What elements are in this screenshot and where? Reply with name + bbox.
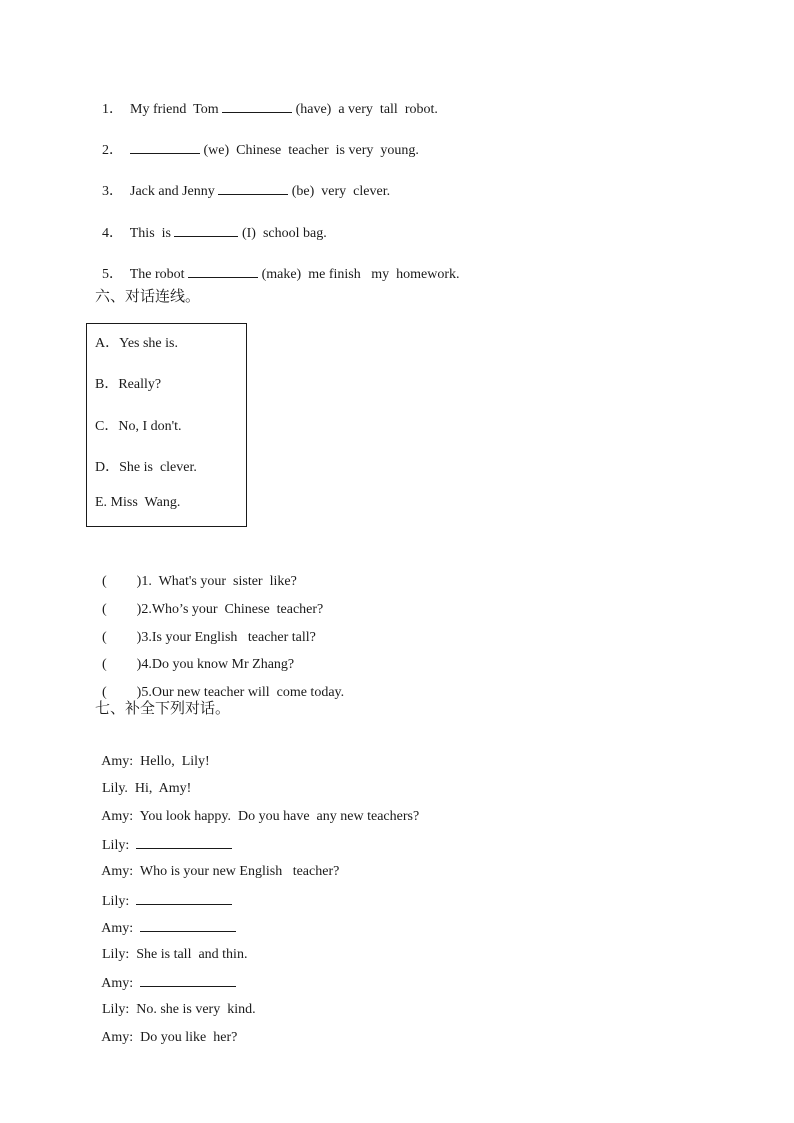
dialogue-text: You look happy. Do you have any new teachers? bbox=[139, 809, 420, 824]
item-text-after: (have) a very tall robot. bbox=[292, 102, 438, 117]
answer-blank[interactable] bbox=[188, 264, 258, 278]
dialogue-text: Hello, Lily! bbox=[140, 754, 210, 769]
section-seven-heading: 七、补全下列对话。 bbox=[95, 699, 231, 717]
item-text-before: The robot bbox=[129, 267, 189, 282]
item-number: 3． bbox=[102, 184, 123, 199]
item-text-before: This is bbox=[129, 226, 175, 241]
fill-in-item bbox=[95, 163, 390, 201]
option-a: A．Yes she is. bbox=[95, 336, 178, 351]
speaker: Amy: bbox=[101, 1030, 134, 1045]
answer-blank[interactable] bbox=[130, 140, 200, 154]
answer-blank[interactable] bbox=[222, 99, 292, 113]
option-c: C．No, I don't. bbox=[95, 419, 182, 434]
item-number: 4． bbox=[102, 226, 123, 241]
answer-paren[interactable]: ( bbox=[102, 574, 107, 589]
option-d: D．She is clever. bbox=[95, 460, 197, 475]
speaker: Amy: bbox=[101, 921, 134, 936]
item-text-after: (I) school bag. bbox=[238, 226, 327, 241]
dialogue-text: Hi, Amy! bbox=[134, 781, 192, 796]
item-number: 1． bbox=[102, 102, 123, 117]
speaker: Lily: bbox=[102, 1002, 130, 1017]
speaker: Amy: bbox=[101, 809, 134, 824]
fill-in-item bbox=[95, 122, 419, 160]
item-text-before: Jack and Jenny bbox=[130, 184, 219, 199]
fill-in-item bbox=[95, 205, 327, 243]
speaker: Lily. bbox=[102, 781, 128, 796]
item-number: 5． bbox=[102, 267, 123, 282]
question-text: )1. What's your sister like? bbox=[136, 574, 297, 589]
fill-in-item bbox=[95, 246, 459, 284]
dialogue-text: Who is your new English teacher? bbox=[139, 864, 340, 879]
answer-paren[interactable]: ( bbox=[102, 685, 107, 700]
answer-paren[interactable]: ( bbox=[102, 630, 107, 645]
dialogue-line bbox=[95, 1011, 237, 1047]
section-six-heading: 六、对话连线。 bbox=[95, 287, 201, 305]
speaker: Lily: bbox=[102, 947, 130, 962]
item-number: 2． bbox=[102, 143, 123, 158]
dialogue-text: No. she is very kind. bbox=[136, 1002, 256, 1017]
dialogue-text: Do you like her? bbox=[140, 1030, 238, 1045]
dialogue-text: She is tall and thin. bbox=[136, 947, 248, 962]
option-b: B．Really? bbox=[95, 377, 162, 392]
fill-in-item bbox=[95, 81, 438, 119]
speaker: Lily: bbox=[102, 838, 130, 853]
options-box bbox=[86, 323, 247, 527]
option-e: E. Miss Wang. bbox=[95, 495, 181, 510]
question-text: )3.Is your English teacher tall? bbox=[136, 630, 316, 645]
item-text-after: (we) Chinese teacher is very young. bbox=[200, 143, 419, 158]
answer-blank[interactable] bbox=[218, 181, 288, 195]
speaker: Lily: bbox=[102, 894, 130, 909]
match-question bbox=[95, 666, 344, 702]
speaker: Amy: bbox=[101, 754, 134, 769]
item-text-before: My friend Tom bbox=[130, 102, 223, 117]
question-text: )4.Do you know Mr Zhang? bbox=[136, 657, 295, 672]
answer-paren[interactable]: ( bbox=[102, 657, 107, 672]
speaker: Amy: bbox=[101, 864, 134, 879]
question-text: )5.Our new teacher will come today. bbox=[136, 685, 345, 700]
question-text: )2.Who’s your Chinese teacher? bbox=[136, 602, 324, 617]
answer-paren[interactable]: ( bbox=[102, 602, 107, 617]
speaker: Amy: bbox=[101, 976, 134, 991]
answer-blank[interactable] bbox=[174, 223, 238, 237]
item-text-after: (make) me finish my homework. bbox=[258, 267, 460, 282]
item-text-after: (be) very clever. bbox=[288, 184, 391, 199]
